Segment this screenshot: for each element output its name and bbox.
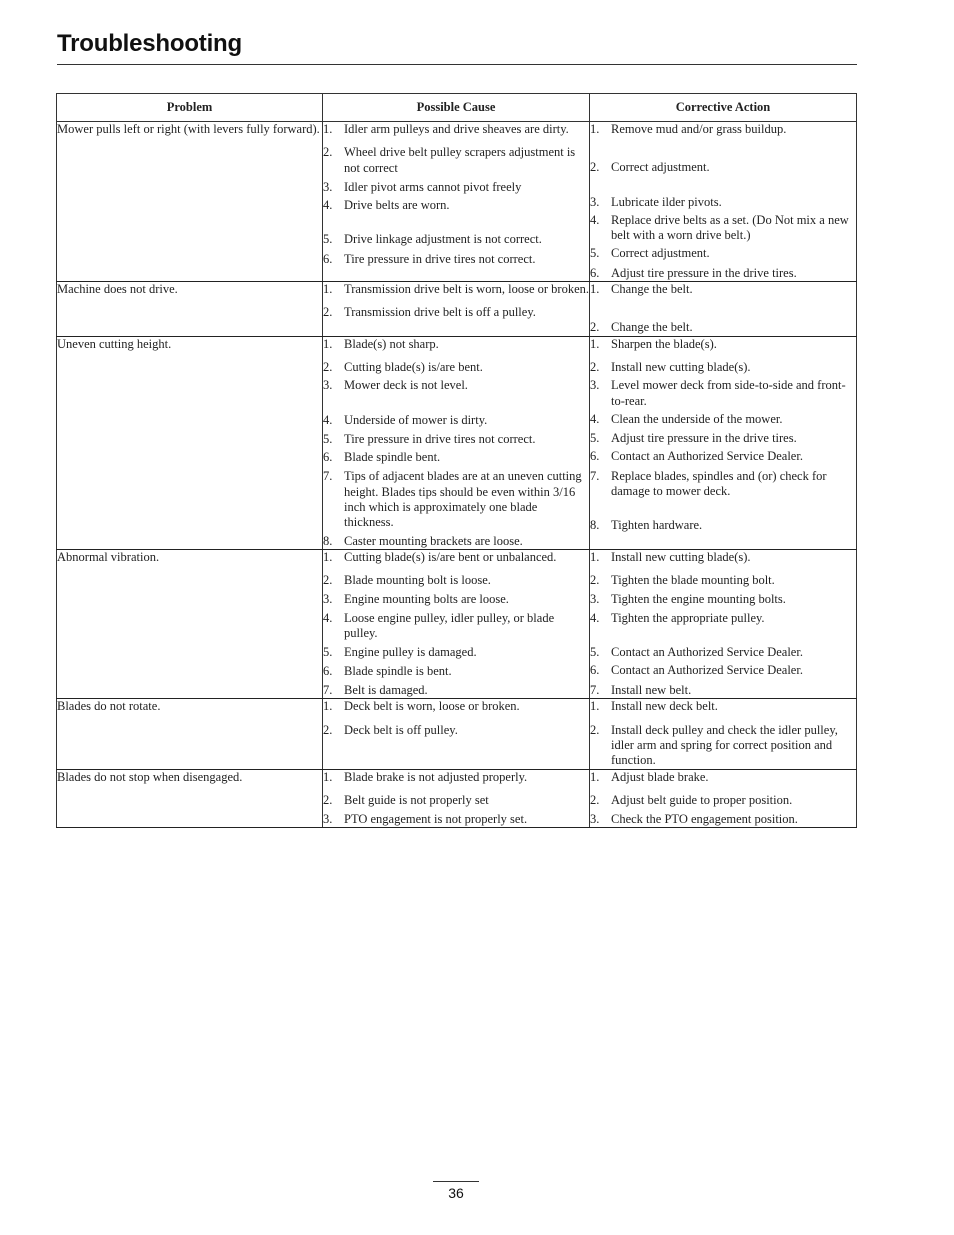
- cause-item: [323, 305, 589, 320]
- item-text: Deck belt is worn, loose or broken.: [344, 699, 520, 714]
- item-text: Belt guide is not properly set: [344, 792, 489, 807]
- item-number: 2.: [323, 359, 333, 374]
- cause-item: [323, 378, 589, 393]
- cause-item: [323, 592, 589, 607]
- cause-item: [323, 645, 589, 660]
- table-row: [57, 282, 857, 337]
- action-item: [590, 469, 856, 500]
- corrective-action-cell: [590, 549, 857, 698]
- item-text: Check the PTO engagement position.: [611, 812, 798, 827]
- corrective-action-cell: [590, 769, 857, 828]
- item-text: Tighten the blade mounting bolt.: [611, 573, 775, 588]
- item-number: 4.: [323, 198, 333, 213]
- item-text: Replace blades, spindles and (or) check for damage to mower deck.: [611, 468, 827, 499]
- item-text: Idler pivot arms cannot pivot freely: [344, 179, 522, 194]
- page-title: Troubleshooting: [57, 30, 242, 57]
- title-divider: [57, 64, 857, 65]
- action-item: [590, 793, 856, 808]
- item-number: 8.: [590, 518, 600, 533]
- item-number: 1.: [323, 122, 333, 136]
- item-text: Install new cutting blade(s).: [611, 549, 751, 564]
- possible-cause-cell: [323, 769, 590, 828]
- item-number: 6.: [323, 450, 333, 465]
- item-text: Blade spindle is bent.: [344, 663, 452, 678]
- item-number: 2.: [323, 722, 333, 737]
- item-number: 5.: [323, 232, 333, 247]
- item-number: 4.: [590, 212, 600, 227]
- cause-item: [323, 122, 589, 137]
- action-item: [590, 266, 856, 281]
- page-number: 36: [448, 1185, 464, 1201]
- item-text: Sharpen the blade(s).: [611, 336, 717, 351]
- problem-cell: Uneven cutting height.: [57, 336, 323, 549]
- item-number: 6.: [590, 449, 600, 464]
- action-item: [590, 337, 856, 352]
- action-item: [590, 360, 856, 375]
- item-text: Blade spindle bent.: [344, 450, 441, 465]
- item-text: Replace drive belts as a set. (Do Not mix a new belt with a worn drive belt.): [611, 212, 849, 243]
- action-item: [590, 246, 856, 261]
- item-number: 2.: [590, 573, 600, 588]
- item-text: Wheel drive belt pulley scrapers adjustment is not correct: [344, 145, 576, 175]
- item-number: 4.: [590, 411, 600, 426]
- action-item: [590, 195, 856, 210]
- item-number: 1.: [590, 336, 600, 351]
- action-item: [590, 213, 856, 244]
- item-text: Blade brake is not adjusted properly.: [344, 769, 528, 784]
- item-number: 4.: [590, 610, 600, 625]
- item-text: Adjust belt guide to proper position.: [611, 792, 793, 807]
- item-text: Mower deck is not level.: [344, 378, 468, 393]
- possible-cause-cell: [323, 122, 590, 282]
- item-number: 3.: [590, 812, 600, 827]
- item-number: 3.: [323, 378, 333, 393]
- item-number: 2.: [590, 792, 600, 807]
- action-item: [590, 518, 856, 533]
- item-number: 5.: [590, 645, 600, 660]
- cause-item: [323, 770, 589, 785]
- item-number: 2.: [323, 305, 333, 320]
- item-number: 6.: [590, 663, 600, 678]
- possible-cause-cell: [323, 336, 590, 549]
- item-text: Underside of mower is dirty.: [344, 412, 488, 427]
- problem-cell: Mower pulls left or right (with levers fully forward).: [57, 122, 323, 282]
- problem-cell: Machine does not drive.: [57, 282, 323, 337]
- item-text: Install new cutting blade(s).: [611, 359, 751, 374]
- item-number: 4.: [323, 412, 333, 427]
- cause-item: [323, 550, 589, 565]
- cause-item: [323, 534, 589, 549]
- corrective-action-cell: [590, 336, 857, 549]
- action-item: [590, 412, 856, 427]
- action-item: [590, 592, 856, 607]
- item-text: Clean the underside of the mower.: [611, 411, 783, 426]
- item-number: 5.: [323, 645, 333, 660]
- action-item: [590, 663, 856, 678]
- item-text: Install deck pulley and check the idler pulley, idler arm and spring for correct position and function.: [611, 722, 838, 768]
- cause-item: [323, 723, 589, 738]
- cause-item: [323, 252, 589, 267]
- item-text: Loose engine pulley, idler pulley, or blade pulley.: [344, 610, 555, 641]
- cause-item: [323, 664, 589, 679]
- item-text: Lubricate ilder pivots.: [611, 194, 722, 209]
- cause-item: [323, 232, 589, 247]
- action-item: [590, 282, 856, 297]
- item-text: Contact an Authorized Service Dealer.: [611, 645, 803, 660]
- item-text: Remove mud and/or grass buildup.: [611, 122, 787, 136]
- item-text: Tips of adjacent blades are at an uneven cutting height. Blades tips should be even within 3/16 inch which is approximately one blade thickness.: [344, 469, 582, 530]
- possible-cause-cell: [323, 282, 590, 337]
- cause-item: [323, 611, 589, 642]
- cause-item: [323, 699, 589, 714]
- action-item: [590, 723, 856, 769]
- item-text: Tighten hardware.: [611, 518, 703, 533]
- cause-item: [323, 812, 589, 827]
- action-item: [590, 611, 856, 626]
- item-text: Correct adjustment.: [611, 160, 710, 175]
- item-number: 6.: [323, 663, 333, 678]
- header-possible-cause: Possible Cause: [323, 94, 590, 122]
- item-text: Contact an Authorized Service Dealer.: [611, 449, 803, 464]
- table-row: [57, 336, 857, 549]
- item-text: Transmission drive belt is off a pulley.: [344, 305, 536, 320]
- page-number-divider: [433, 1181, 479, 1182]
- item-text: Drive belts are worn.: [344, 198, 450, 213]
- action-item: [590, 812, 856, 827]
- item-text: Blade mounting bolt is loose.: [344, 573, 491, 588]
- item-number: 3.: [590, 591, 600, 606]
- item-text: Level mower deck from side-to-side and front-to-rear.: [611, 378, 846, 408]
- cause-item: [323, 432, 589, 447]
- action-item: [590, 683, 856, 698]
- item-number: 1.: [590, 282, 600, 297]
- troubleshooting-table: [56, 93, 857, 828]
- item-text: Cutting blade(s) is/are bent.: [344, 359, 483, 374]
- item-text: Engine mounting bolts are loose.: [344, 591, 509, 606]
- problem-cell: Blades do not stop when disengaged.: [57, 769, 323, 828]
- cause-item: [323, 337, 589, 352]
- item-number: 5.: [323, 431, 333, 446]
- item-number: 3.: [323, 179, 333, 194]
- action-item: [590, 431, 856, 446]
- item-text: Adjust tire pressure in the drive tires.: [611, 265, 797, 280]
- item-number: 3.: [590, 378, 600, 393]
- item-number: 7.: [590, 468, 600, 483]
- cause-item: [323, 683, 589, 698]
- item-number: 7.: [323, 469, 333, 484]
- item-text: Tighten the engine mounting bolts.: [611, 591, 786, 606]
- action-item: [590, 770, 856, 785]
- item-number: 2.: [323, 145, 333, 160]
- table-row: [57, 549, 857, 698]
- item-number: 1.: [590, 549, 600, 564]
- item-number: 1.: [323, 549, 333, 564]
- item-number: 2.: [323, 792, 333, 807]
- cause-item: [323, 145, 589, 176]
- action-item: [590, 122, 856, 137]
- action-item: [590, 320, 856, 335]
- item-text: Belt is damaged.: [344, 683, 428, 698]
- problem-cell: Blades do not rotate.: [57, 699, 323, 769]
- item-text: Caster mounting brackets are loose.: [344, 533, 523, 548]
- item-text: Idler arm pulleys and drive sheaves are dirty.: [344, 122, 569, 136]
- item-number: 6.: [590, 265, 600, 280]
- item-number: 5.: [590, 246, 600, 261]
- item-text: Blade(s) not sharp.: [344, 336, 439, 351]
- cause-item: [323, 450, 589, 465]
- item-text: Tire pressure in drive tires not correct.: [344, 431, 536, 446]
- item-text: Transmission drive belt is worn, loose or broken.: [344, 282, 590, 297]
- cause-item: [323, 180, 589, 195]
- action-item: [590, 645, 856, 660]
- cause-item: [323, 282, 589, 297]
- item-text: Engine pulley is damaged.: [344, 645, 477, 660]
- possible-cause-cell: [323, 549, 590, 698]
- item-number: 6.: [323, 251, 333, 266]
- table-row: [57, 122, 857, 282]
- item-number: 2.: [323, 573, 333, 588]
- item-number: 3.: [323, 591, 333, 606]
- action-item: [590, 378, 856, 409]
- item-text: PTO engagement is not properly set.: [344, 812, 528, 827]
- item-text: Contact an Authorized Service Dealer.: [611, 663, 803, 678]
- cause-item: [323, 573, 589, 588]
- action-item: [590, 449, 856, 464]
- corrective-action-cell: [590, 122, 857, 282]
- header-corrective-action: Corrective Action: [590, 94, 857, 122]
- item-text: Tighten the appropriate pulley.: [611, 610, 765, 625]
- item-number: 2.: [590, 359, 600, 374]
- table-row: [57, 769, 857, 828]
- item-number: 1.: [323, 336, 333, 351]
- action-item: [590, 699, 856, 714]
- cause-item: [323, 793, 589, 808]
- cause-item: [323, 413, 589, 428]
- item-number: 3.: [323, 812, 333, 827]
- item-number: 1.: [590, 769, 600, 784]
- cause-item: [323, 360, 589, 375]
- item-number: 7.: [323, 683, 333, 698]
- item-text: Correct adjustment.: [611, 246, 710, 261]
- item-number: 7.: [590, 682, 600, 697]
- problem-cell: Abnormal vibration.: [57, 549, 323, 698]
- item-text: Cutting blade(s) is/are bent or unbalanced.: [344, 549, 557, 564]
- item-text: Adjust tire pressure in the drive tires.: [611, 431, 797, 446]
- item-number: 1.: [323, 282, 333, 297]
- item-number: 4.: [323, 610, 333, 625]
- action-item: [590, 160, 856, 175]
- item-number: 1.: [590, 699, 600, 714]
- possible-cause-cell: [323, 699, 590, 769]
- table-row: [57, 699, 857, 769]
- corrective-action-cell: [590, 699, 857, 769]
- item-number: 2.: [590, 160, 600, 175]
- item-text: Deck belt is off pulley.: [344, 722, 458, 737]
- item-text: Tire pressure in drive tires not correct.: [344, 251, 536, 266]
- item-text: Change the belt.: [611, 282, 693, 297]
- item-number: 2.: [590, 722, 600, 737]
- table-header-row: [57, 94, 857, 122]
- action-item: [590, 573, 856, 588]
- cause-item: [323, 198, 589, 213]
- item-number: 1.: [323, 769, 333, 784]
- corrective-action-cell: [590, 282, 857, 337]
- item-text: Install new deck belt.: [611, 699, 718, 714]
- header-problem: Problem: [57, 94, 323, 122]
- item-number: 1.: [323, 699, 333, 714]
- item-number: 3.: [590, 194, 600, 209]
- item-number: 5.: [590, 431, 600, 446]
- item-number: 2.: [590, 320, 600, 335]
- cause-item: [323, 469, 589, 530]
- item-text: Change the belt.: [611, 320, 693, 335]
- item-text: Install new belt.: [611, 682, 692, 697]
- item-text: Adjust blade brake.: [611, 769, 709, 784]
- item-number: 8.: [323, 533, 333, 548]
- action-item: [590, 550, 856, 565]
- item-text: Drive linkage adjustment is not correct.: [344, 232, 542, 247]
- item-number: 1.: [590, 122, 600, 136]
